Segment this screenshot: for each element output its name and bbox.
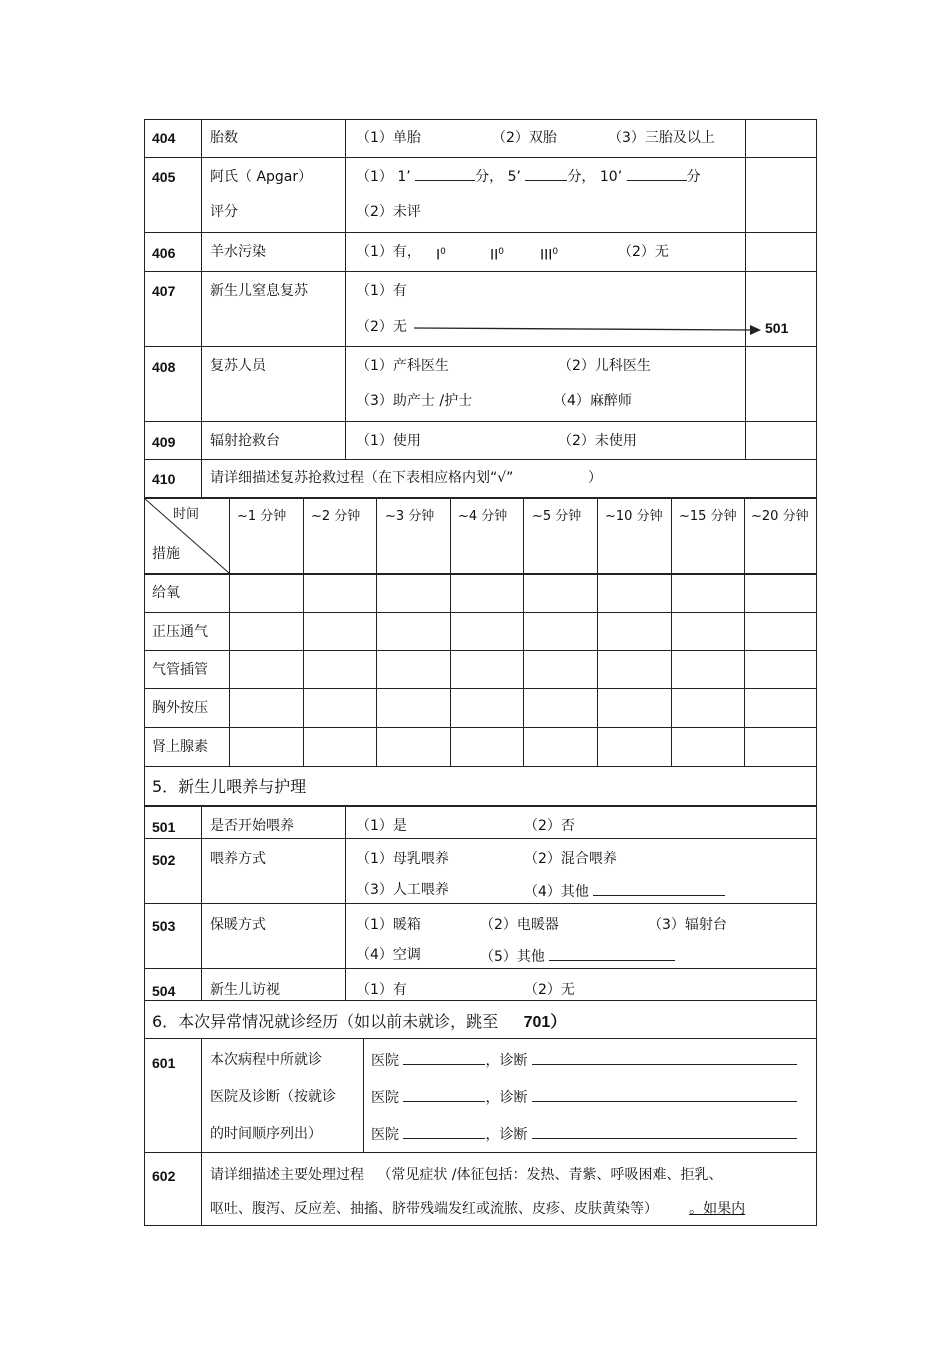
option-obstetrician[interactable]: （1）产科医生 (356, 358, 449, 374)
row-divider (144, 573, 817, 575)
col-divider (303, 497, 304, 767)
section-5-title: 5．新生儿喂养与护理 (152, 777, 307, 796)
col-divider (201, 119, 202, 498)
row-label-408: 复苏人员 (210, 358, 266, 374)
measure-ppv: 正压通气 (152, 624, 208, 640)
row-code-406: 406 (152, 245, 176, 261)
option-no-contamination[interactable]: （2）无 (618, 244, 669, 260)
option-not-scored[interactable]: （2）未评 (356, 204, 421, 220)
row-label-410-end: ） (588, 470, 602, 486)
row-divider (144, 805, 817, 807)
section-6-title: 6．本次异常情况就诊经历（如以前未就诊，跳至 701） (152, 1012, 567, 1031)
row-label-404: 胎数 (210, 130, 238, 146)
hospital-blank[interactable] (403, 1124, 485, 1139)
row-code-602: 602 (152, 1168, 176, 1184)
option-single[interactable]: （1）单胎 (356, 130, 421, 146)
col-divider (363, 1038, 364, 1153)
col-divider (597, 497, 598, 767)
degree-2[interactable]: $II^0$ (490, 247, 504, 264)
degree-3[interactable]: III$^0$ (540, 247, 559, 264)
col-divider (201, 805, 202, 1001)
col-divider (345, 119, 346, 460)
col-header: ~10 分钟 (605, 509, 663, 524)
row-divider (144, 157, 817, 158)
row-divider (144, 1038, 817, 1039)
option-yes[interactable]: （1）是 (356, 818, 407, 834)
row-divider (144, 766, 817, 767)
col-header: ~15 分钟 (679, 509, 737, 524)
col-divider (450, 497, 451, 767)
row-divider (144, 271, 817, 272)
row-divider (144, 838, 817, 839)
hospital-entry-1[interactable]: 医院 ，诊断 (371, 1050, 797, 1070)
other-warming-blank[interactable] (549, 946, 675, 961)
row-code-410: 410 (152, 471, 176, 487)
degree-1[interactable]: $I^0$ (436, 247, 446, 264)
option-triplet[interactable]: （3）三胎及以上 (608, 130, 715, 146)
option-breastfeeding[interactable]: （1）母乳喂养 (356, 851, 449, 867)
col-divider (745, 119, 746, 347)
row-divider (144, 903, 817, 904)
row-label-406: 羊水污染 (210, 244, 266, 260)
row-label-409: 辐射抢救台 (210, 433, 280, 449)
apgar-scores[interactable]: （1） 1’ 分， 5’ 分， 10’ 分 (356, 166, 701, 186)
option-other[interactable]: （4）其他 (524, 881, 725, 901)
skip-target: 501 (765, 320, 789, 336)
option-yes[interactable]: （1）有 (356, 982, 407, 998)
option-electric-heater[interactable]: （2）电暖器 (480, 917, 559, 933)
row-divider (144, 968, 817, 969)
col-divider (744, 497, 745, 767)
row-divider (144, 650, 817, 651)
option-no[interactable]: （2）否 (524, 818, 575, 834)
row-label-602: 请详细描述主要处理过程 （常见症状 /体征包括：发热、青紫、呼吸困难、拒乳、 (210, 1167, 723, 1183)
hospital-entry-3[interactable]: 医院 ，诊断 (371, 1124, 797, 1144)
row-label-601: 本次病程中所就诊 (210, 1052, 322, 1068)
option-mixed-feeding[interactable]: （2）混合喂养 (524, 851, 617, 867)
option-used[interactable]: （1）使用 (356, 433, 421, 449)
apgar-1min-blank[interactable] (415, 166, 475, 181)
other-feeding-blank[interactable] (593, 881, 725, 896)
row-label-410: 请详细描述复苏抢救过程（在下表相应格内划“√” (210, 470, 514, 486)
row-divider (144, 612, 817, 613)
col-divider (745, 346, 746, 460)
row-label-502: 喂养方式 (210, 851, 266, 867)
row-label-407: 新生儿窒息复苏 (210, 283, 308, 299)
measure-oxygen: 给氧 (152, 585, 180, 601)
hospital-entry-2[interactable]: 医院 ，诊断 (371, 1087, 797, 1107)
measure-chest-compression: 胸外按压 (152, 700, 208, 716)
skip-arrow-icon (414, 322, 764, 336)
corner-measure: 措施 (152, 546, 180, 562)
row-divider (144, 1152, 817, 1153)
row-label-501: 是否开始喂养 (210, 818, 294, 834)
option-midwife-nurse[interactable]: （3）助产士 /护士 (356, 393, 473, 409)
col-divider (345, 805, 346, 1001)
apgar-10min-blank[interactable] (627, 166, 687, 181)
col-header: ~20 分钟 (751, 509, 809, 524)
row-code-408: 408 (152, 359, 176, 375)
diagnosis-blank[interactable] (532, 1087, 797, 1102)
col-header: ~2 分钟 (311, 509, 361, 524)
corner-time: 时间 (173, 507, 200, 522)
row-code-404: 404 (152, 130, 176, 146)
diagnosis-blank[interactable] (532, 1050, 797, 1065)
row-code-409: 409 (152, 434, 176, 450)
measure-intubation: 气管插管 (152, 662, 208, 678)
row-code-601: 601 (152, 1055, 176, 1071)
row-label-601-cont: 的时间顺序列出） (210, 1126, 322, 1142)
col-header: ~5 分钟 (532, 509, 582, 524)
col-divider (376, 497, 377, 767)
row-code-503: 503 (152, 918, 176, 934)
option-yes[interactable]: （1）有 (356, 283, 407, 299)
measure-epinephrine: 肾上腺素 (152, 739, 208, 755)
option-twin[interactable]: （2）双胎 (492, 130, 557, 146)
diagnosis-blank[interactable] (532, 1124, 797, 1139)
option-pediatrician[interactable]: （2）儿科医生 (558, 358, 651, 374)
row-code-405: 405 (152, 169, 176, 185)
row-label-405: 阿氏（ Apgar） (210, 169, 313, 185)
option-radiant-warmer[interactable]: （3）辐射台 (648, 917, 727, 933)
apgar-5min-blank[interactable] (525, 166, 567, 181)
option-no[interactable]: （2）无 (524, 982, 575, 998)
option-other[interactable]: （5）其他 (480, 946, 675, 966)
row-code-502: 502 (152, 852, 176, 868)
row-divider (144, 688, 817, 689)
row-code-504: 504 (152, 983, 176, 999)
row-label-504: 新生儿访视 (210, 982, 280, 998)
row-divider (144, 1000, 817, 1001)
row-code-407: 407 (152, 283, 176, 299)
row-divider (144, 232, 817, 233)
option-incubator[interactable]: （1）暖箱 (356, 917, 421, 933)
option-no[interactable]: （2）无 (356, 319, 407, 335)
option-air-conditioner[interactable]: （4）空调 (356, 947, 421, 963)
row-divider (144, 727, 817, 728)
col-header: ~1 分钟 (237, 509, 287, 524)
col-divider (523, 497, 524, 767)
row-label-601-cont: 医院及诊断（按就诊 (210, 1089, 336, 1105)
row-divider (144, 421, 817, 422)
hospital-blank[interactable] (403, 1050, 485, 1065)
col-divider (671, 497, 672, 767)
row-code-501: 501 (152, 819, 176, 835)
row-label-405-cont: 评分 (210, 204, 238, 220)
option-anesthetist[interactable]: （4）麻醉师 (553, 393, 632, 409)
col-divider (201, 1038, 202, 1226)
option-contaminated[interactable]: （1）有， (356, 244, 421, 260)
col-header: ~3 分钟 (385, 509, 435, 524)
row-label-503: 保暖方式 (210, 917, 266, 933)
hospital-blank[interactable] (403, 1087, 485, 1102)
col-header: ~4 分钟 (458, 509, 508, 524)
option-formula[interactable]: （3）人工喂养 (356, 882, 449, 898)
row-divider (144, 459, 817, 460)
row-divider (144, 497, 817, 499)
row-label-602-cont: 呕吐、腹泻、反应差、抽搐、脐带残端发红或流脓、皮疹、皮肤黄染等） 。如果内 (210, 1201, 746, 1217)
option-not-used[interactable]: （2）未使用 (558, 433, 637, 449)
row-divider (144, 346, 817, 347)
